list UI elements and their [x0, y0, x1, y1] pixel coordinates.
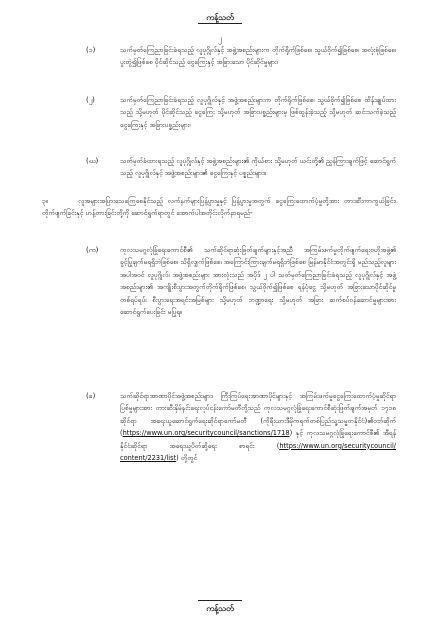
item-text: သက်မှတ်ကြေညာခြင်းခံရသည့် လူပုဂ္ဂိုလ်နှင့် အဖွဲ့အစည်းများက တိုက်ရိုက်ဖြစ်စေ၊ သွယ်ဝိုက်၍ဖြစ်စေ၊ အလုံးစုံဖြစ်စေ၊ ပူးတွဲ၍ဖြစ်စေ ပိုင်ဆိုင်သည့် ငွေကြေးနှင့် အခြားသော ပိုင်ဆိုင်မှုများ၊	[120, 46, 396, 67]
item-marker: (၂)	[86, 96, 95, 104]
subitem-text: ကုလသမဂ္ဂလုံခြုံရေးကောင်စီ၏ သက်ဆိုင်ရာဆုံးဖြတ်ချက်များနှင့်အညီ အကြမ်းဖက်မှုတိုက်ဖျက်ရေးဗဟိုအဖွဲ့၏ ခွင့်ပြုချက်မရရှိဘဲဖြစ်စေ၊ သိရှိလျှက်ဖြစ်စေ၊ အကြောင်းကြားချက်မရရှိဘဲဖြစ်စေ မြန်မာနိုင်ငံအတွင်းရှိ မည်သည့်လူများအပါအဝင် လူပုဂ္ဂိုလ်၊ အဖွဲ့အစည်းများ အားလုံးသည် အပိုဒ် ၂ ပါ သတ်မှတ်ကြေညာခြင်းခံရသည့် လူပုဂ္ဂိုလ်နှင့် အဖွဲ့အစည်းများ၏ အကျိုးစီးပွားအတွက်တိုက်ရိုက်ဖြစ်စေ၊ သွယ်ဝိုက်၍ဖြစ်စေ ရန်ပုံငွေ သို့မဟုတ် အခြားသောပိုင်ဆိုင်မှုတစ်ရပ်ရပ်၊ စီးပွားရေးအရင်းအမြစ်များ သို့မဟုတ် ဘဏ္ဍာရေး သို့မဟုတ် အခြား ဆက်စပ်ဝန်ဆောင်မှုများအား ဆောင်ရွက်ပေးခြင်း မပြုရ။	[120, 246, 396, 317]
subitem-marker: (ခ)	[86, 392, 96, 400]
item-text: သက်မှတ်ကြေညာခြင်းခံရသည့် လူပုဂ္ဂိုလ်နှင့် အဖွဲ့အစည်းများက တိုက်ရိုက်ဖြစ်စေ၊ သွယ်ဝိုက်၍ဖြစ်စေ ထိန်းချုပ်ထားသည့် သို့မဟုတ် ပိုင်ဆိုင်သည့် ငွေကြေး သို့မဟုတ် အခြားပစ္စည်းများမှ ဖြစ်ထွန်းခဲ့သည့် သို့မဟုတ် ဆင်းသက်ခဲ့သည့် ငွေကြေးနှင့် အခြားပစ္စည်းများ၊	[120, 96, 396, 129]
item-text: သတ်မှတ်ခံထားရသည့် လူပုဂ္ဂိုလ်နှင့် အဖွဲ့အစည်းများ၏ ကိုယ်စား သို့မဟုတ် ယင်းတို့၏ ညွှန်ကြားချက်ဖြင့် ဆောင်ရွက်သည့် လူပုဂ္ဂိုလ်နှင့် အဖွဲ့အစည်းများ၏ ငွေကြေးနှင့် ပစ္စည်းများ။	[120, 157, 396, 178]
paragraph-marker: ၃။	[42, 197, 49, 205]
subitem-marker: (က)	[86, 246, 99, 254]
sanctions-2231-link[interactable]: https://www.un.org/securitycouncil/ content/2231/list	[120, 441, 396, 463]
footer-rule	[198, 600, 242, 601]
paragraph-text: လူအများအပြားသေကြေစေနိုင်သည့် လက်နက်များပြန့်ပွားမှုနှင့် ပြန့်ပွားမှုအတွက် ငွေကြေးထောက်ပံ့မှုတို့အား တားဆီးကာကွယ်ခြင်း၊ တိုက်ဖျက်ခြင်းနှင့် ဟန့်တားခြင်းတို့ကို ဆောင်ရွက်ရာတွင် အောက်ပါအတိုင်းလိုက်နာရမည်-	[42, 197, 396, 218]
subitem-text-end: ) တို့တွင်	[176, 454, 198, 463]
item-marker: (၁)	[86, 46, 96, 54]
footer-classification: ကန့်သတ်	[206, 604, 234, 613]
subitem-text-mid: ) နှင့် ကုလသမဂ္ဂလုံခြုံရေးကောင်စီ၏ အီရန်နိုင်ငံဆိုင်ရာ အရေးယူပိတ်ဆို့ရေး စာရင်း (	[120, 429, 396, 450]
subitem-text-start: သက်ဆိုင်ရာအာဏာပိုင်အဖွဲ့အစည်းများ၊ ကြီးကြပ်ရေးအာဏာပိုင်များနှင့် အကြမ်းဖက်မှုငွေကြေးထောက်ပံ့မှုဆိုင်ရာ ပြစ်မှုများအား တားဆီးနှိမ်နင်းရေးလုပ်ငန်းကော်မတီတို့သည် ကုလသမဂ္ဂလုံခြုံရေးကောင်စီဆုံးဖြတ်ချက်အမှတ် ၁၇၁၈ ဆိုင်ရာ အရေးယူဆောင်ရွက်ရေးဆိုင်ရာကော်မတီ (ကိုရီးယားဒီမိုကရက်တစ်ပြည်သူ့သမ္မတနိုင်ငံ)၏ဝဘ်ဆိုက် (	[120, 392, 396, 438]
sanctions-1718-link[interactable]: https://www.un.org/securitycouncil/sanctions/1718	[122, 429, 290, 438]
page-number: ၂	[218, 34, 222, 43]
header-underline	[198, 23, 242, 24]
header-classification: ကန့်သတ်	[206, 13, 234, 22]
item-marker: (ဃ)	[86, 157, 99, 165]
subitem-text	[120, 390, 396, 464]
